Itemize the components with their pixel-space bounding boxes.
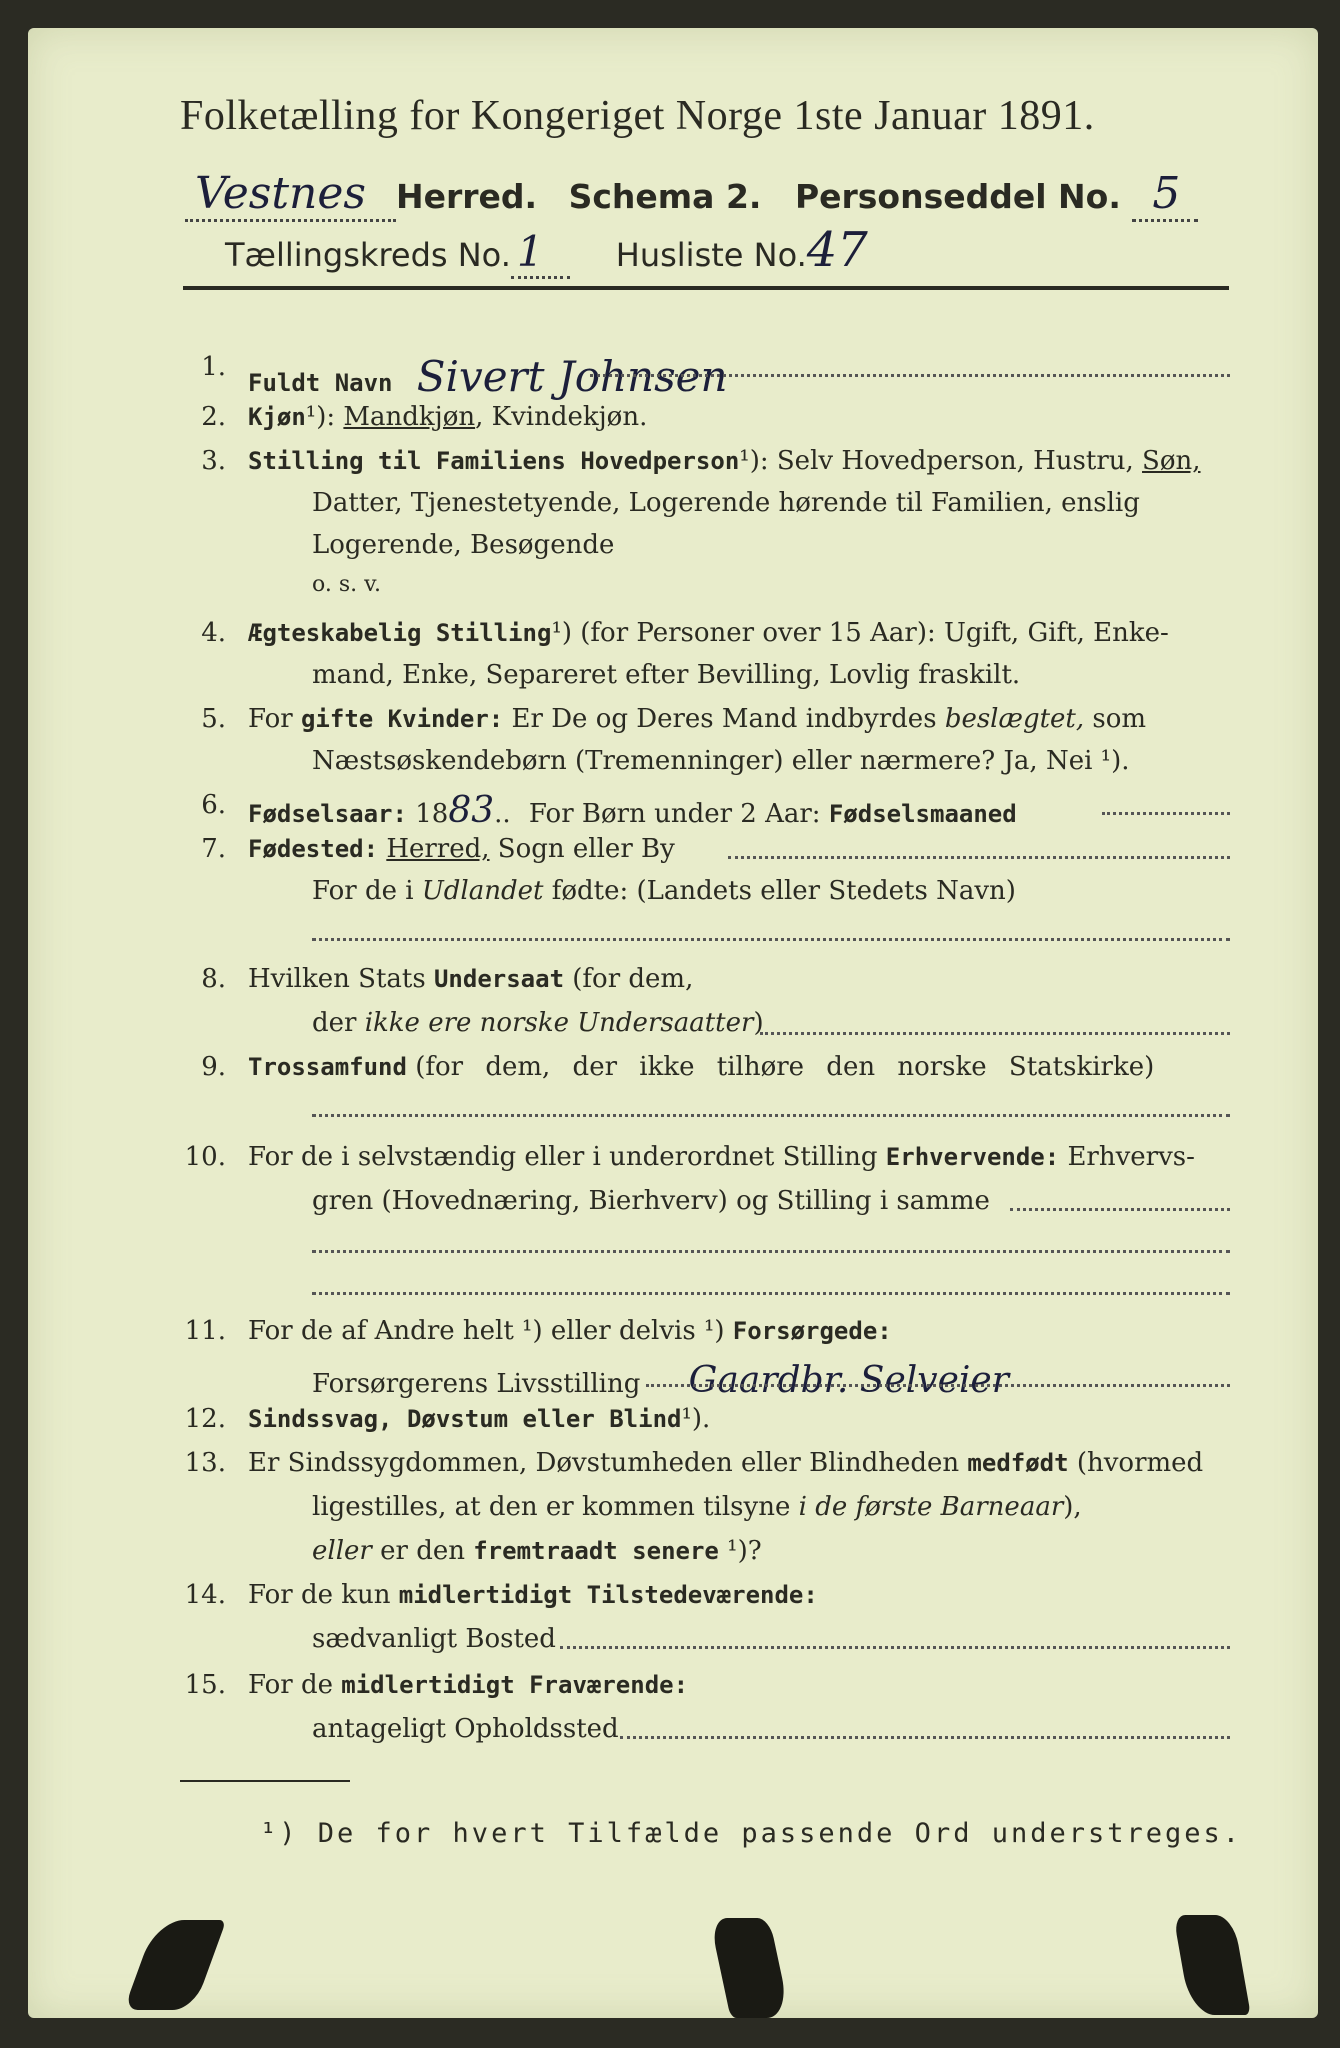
- position-selected: Søn,: [1142, 446, 1201, 476]
- footnote-divider: [180, 1780, 350, 1782]
- item-text: Erhvervs-: [1067, 1142, 1195, 1172]
- item-text: ¹).: [681, 1404, 711, 1434]
- item-number: 5.: [201, 704, 226, 734]
- item-11-line-2: [312, 1360, 1009, 1401]
- gender-other: , Kvindekjøn.: [475, 402, 648, 432]
- item-text: som: [1092, 704, 1147, 734]
- occupation-leader-3: [312, 1292, 1230, 1295]
- herred-line: [185, 168, 1198, 222]
- birth-year-prefix: 18: [415, 799, 449, 829]
- item-3-line-3: Logerende, Besøgende: [312, 530, 615, 560]
- husliste-value: 47: [806, 222, 868, 278]
- item-text: For de kun: [248, 1580, 391, 1610]
- provider-occupation-value: Gaardbr. Selveier: [688, 1360, 1009, 1401]
- item-text: Forsørgerens Livsstilling: [312, 1369, 641, 1399]
- item-italic: beslægtet,: [944, 704, 1085, 734]
- item-text: (hvormed: [1076, 1448, 1204, 1478]
- item-text: ligestilles, at den er kommen tilsyne: [312, 1492, 791, 1522]
- residence-leader: [560, 1646, 1230, 1649]
- item-label: medfødt: [967, 1449, 1069, 1477]
- gender-selected: Mandkjøn: [343, 402, 476, 432]
- item-number: 4.: [201, 618, 226, 648]
- whereabouts-leader: [620, 1736, 1230, 1739]
- full-name-value: Sivert Johnsen: [416, 352, 728, 401]
- item-text: Hvilken Stats: [248, 964, 426, 994]
- provider-leader: [646, 1384, 1230, 1387]
- item-label: midlertidigt Tilstedeværende:: [398, 1581, 818, 1609]
- item-number: 2.: [201, 402, 226, 432]
- item-number: 15.: [184, 1670, 226, 1700]
- item-label: Trossamfund: [248, 1053, 407, 1081]
- footnote-mark: ¹):: [739, 446, 769, 476]
- item-text: ¹) (for Personer over 15 Aar): Ugift, Gift, Enke-: [551, 618, 1169, 648]
- item-label: Fødested:: [248, 835, 379, 863]
- item-italic: eller: [312, 1536, 372, 1566]
- item-number: 10.: [184, 1142, 226, 1172]
- occupation-leader: [1010, 1208, 1230, 1211]
- item-label: Erhvervende:: [885, 1143, 1060, 1171]
- item-label: Fødselsaar:: [248, 800, 407, 828]
- item-14-line-2: sædvanligt Bosted: [312, 1624, 556, 1654]
- item-italic: Udlandet: [421, 876, 544, 906]
- kreds-label: Tællingskreds No.: [225, 236, 511, 274]
- item-text: For de i selvstændig eller i underordnet Stilling: [248, 1142, 878, 1172]
- item-number: 3.: [201, 446, 226, 476]
- occupation-leader-2: [312, 1250, 1230, 1253]
- item-number: 12.: [184, 1404, 226, 1434]
- item-label: midlertidigt Fraværende:: [341, 1671, 689, 1699]
- item-text: For de af Andre helt ¹) eller delvis ¹): [248, 1316, 725, 1346]
- item-text: der: [312, 1008, 357, 1038]
- header-divider: [183, 286, 1229, 290]
- husliste-label: Husliste No.: [615, 236, 807, 274]
- item-text: For de i: [312, 876, 414, 906]
- item-text: Selv Hovedperson, Hustru,: [776, 446, 1134, 476]
- religion-leader: [312, 1114, 1230, 1117]
- birth-year-value: 83: [448, 790, 495, 831]
- birth-month-label: Fødselsmaaned: [828, 800, 1017, 828]
- item-text: Sogn eller By: [497, 834, 675, 864]
- name-leader: [590, 374, 1230, 377]
- item-label: Stilling til Familiens Hovedperson: [248, 447, 740, 475]
- birth-month-leader: [1102, 812, 1230, 815]
- item-number: 6.: [201, 790, 226, 820]
- item-italic: ikke ere norske Undersaatter: [364, 1008, 754, 1038]
- birthplace-leader: [728, 856, 1230, 859]
- item-7-line-2: [312, 876, 1016, 906]
- item-number: 13.: [184, 1448, 226, 1478]
- item-label: Fuldt Navn: [248, 369, 393, 397]
- item-text: er den: [380, 1536, 465, 1566]
- item-text: ),: [1063, 1492, 1082, 1522]
- form-title: Folketælling for Kongeriget Norge 1ste Januar 1891.: [180, 93, 1095, 139]
- herred-label: Herred.: [396, 177, 538, 216]
- herred-value: Vestnes: [185, 168, 396, 222]
- kreds-value: 1: [511, 227, 570, 279]
- item-text: For de: [248, 1670, 333, 1700]
- item-number: 8.: [201, 964, 226, 994]
- item-8-line-2: der ikke ere norske Undersaatter): [312, 1008, 764, 1038]
- footnote: ¹) De for hvert Tilfælde passende Ord understreges.: [260, 1818, 1243, 1849]
- item-text: For: [248, 704, 293, 734]
- item-3-line-4: o. s. v.: [312, 572, 381, 597]
- item-13-line-2: [312, 1492, 1082, 1522]
- birthplace-selected: Herred,: [386, 834, 490, 864]
- item-label: gifte Kvinder:: [300, 705, 504, 733]
- item-italic: i de første Barneaar: [798, 1492, 1064, 1522]
- citizenship-leader: [760, 1032, 1230, 1035]
- item-text: (for dem,: [572, 964, 694, 994]
- item-label: Forsørgede:: [732, 1317, 892, 1345]
- item-3-line-2: Datter, Tjenestetyende, Logerende hørende til Familien, enslig: [312, 488, 1140, 518]
- schema-label: Schema 2.: [568, 177, 762, 216]
- item-text: Er Sindssygdommen, Døvstumheden eller Blindheden: [248, 1448, 960, 1478]
- item-text: For Børn under 2 Aar:: [528, 799, 821, 829]
- personseddel-label: Personseddel No.: [794, 177, 1121, 216]
- personseddel-value: 5: [1132, 168, 1198, 222]
- item-text: (for dem, der ikke tilhøre den norske Statskirke): [415, 1052, 1155, 1082]
- item-text: fødte: (Landets eller Stedets Navn): [551, 876, 1016, 906]
- item-label: Kjøn: [248, 403, 306, 431]
- item-label: fremtraadt senere: [473, 1537, 719, 1565]
- item-5-line-2: Næstsøskendebørn (Tremenninger) eller nærmere? Ja, Nei ¹).: [312, 746, 1130, 776]
- item-label: Sindssvag, Døvstum eller Blind: [248, 1405, 682, 1433]
- item-text: ¹)?: [727, 1536, 762, 1566]
- item-15-line-2: antageligt Opholdssted: [312, 1714, 619, 1744]
- kreds-line: [225, 222, 868, 279]
- item-label: Ægteskabelig Stilling: [248, 619, 552, 647]
- item-number: 9.: [201, 1052, 226, 1082]
- item-label: Undersaat: [433, 965, 565, 993]
- item-number: 11.: [184, 1316, 226, 1346]
- item-number: 14.: [184, 1580, 226, 1610]
- item-13-line-3: [312, 1536, 762, 1566]
- item-text: Er De og Deres Mand indbyrdes: [511, 704, 937, 734]
- footnote-mark: ¹):: [305, 402, 336, 432]
- item-number: 1.: [201, 352, 226, 382]
- item-4-line-2: mand, Enke, Separeret efter Bevilling, Lovlig fraskilt.: [312, 660, 1021, 690]
- item-number: 7.: [201, 834, 226, 864]
- abroad-leader: [312, 938, 1230, 941]
- item-10-line-2: gren (Hovednæring, Bierhverv) og Stilling i samme: [312, 1186, 990, 1216]
